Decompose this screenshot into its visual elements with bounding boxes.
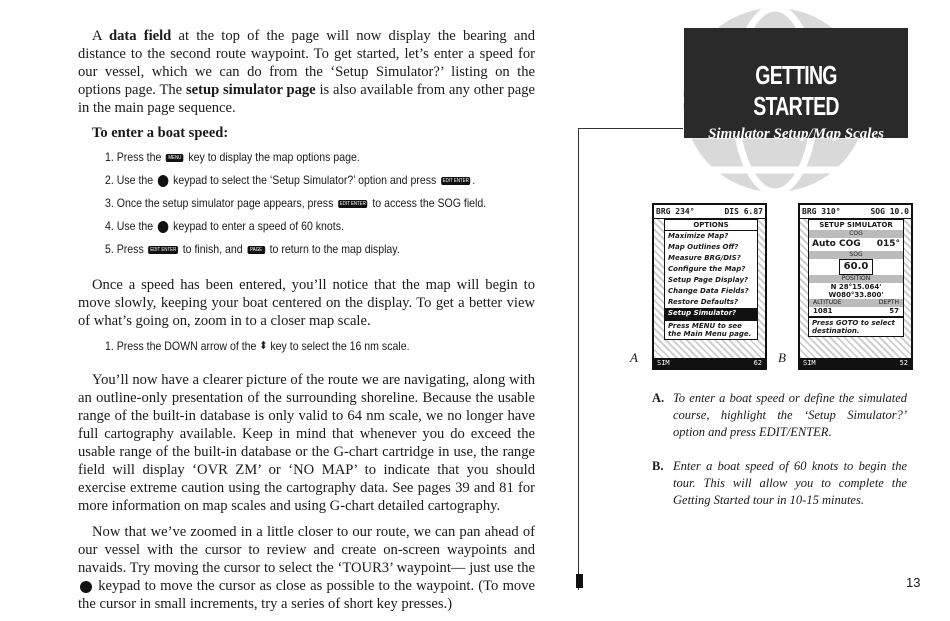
caption-a [652, 390, 907, 441]
menu-footer: Press MENU to see the Main Menu page. [665, 319, 757, 339]
alt-depth-values[interactable]: 1081 57 [813, 307, 899, 315]
caption-text: To enter a boat speed or define the simulated course, highlight the ‘Setup Simulator?’ option and press EDIT/ENTER. [673, 391, 907, 439]
screen-top-bar: BRG 234° DIS 6.87 [654, 205, 765, 219]
menu-item-selected[interactable]: Setup Simulator? [665, 308, 757, 319]
page-marker [576, 574, 583, 588]
edit-enter-key-icon: EDIT ENTER [339, 200, 366, 207]
sog-label: SOG [809, 251, 903, 259]
menu-item[interactable]: Restore Defaults? [668, 298, 739, 306]
text: is also available from any other page in the main page sequence. [78, 82, 536, 116]
screen-a-label: A [630, 350, 638, 365]
term-setup-simulator-page: setup simulator page [185, 82, 316, 98]
longitude[interactable]: W080°33.800' [828, 291, 884, 299]
screen-bottom-bar: SIM 52 [800, 358, 911, 368]
zoom-step [105, 338, 527, 361]
page-number: 13 [906, 575, 921, 590]
screen-b-simulator [798, 203, 913, 370]
menu-item[interactable]: Setup Page Display? [668, 276, 749, 284]
step-3: 3. Once the setup simulator page appears, press EDIT ENTER to access the SOG field. [105, 196, 487, 210]
panel-footer: Press GOTO to select destination. [809, 316, 903, 336]
screen-bottom-bar: SIM 62 [654, 358, 765, 368]
section-subtitle: Simulator Setup/Map Scales [708, 126, 884, 142]
arrow-keypad-icon [158, 175, 169, 187]
procedure-title: To enter a boat speed: [92, 125, 229, 141]
menu-item[interactable]: Change Data Fields? [668, 287, 749, 295]
cog-row[interactable]: Auto COG 015° [812, 239, 900, 249]
alt-depth-labels: ALTITUDE DEPTH [809, 299, 903, 307]
caption-letter: B. [652, 459, 664, 473]
term-data-field: data field [108, 28, 172, 44]
position-label: POSITION [809, 275, 903, 283]
paragraph-3: You’ll now have a clearer picture of the route we are navigating, along with an outline-only presentation of the surrounding shoreline. Because the usable range of the built-in database is only valid to 64 nm scale, we no longer have full cartography available. Keep in mind that whenever you do exceed the usable range of the built-in database or the G-chart cartridge in use, the range field will display ‘OVR ZM’ or ‘NO MAP’ to indicate that you should exercise extreme caution using the cartography data. See pages 39 and 81 for more information on map scales and using G-chart detailed cartography. [78, 372, 535, 514]
menu-key-icon: MENU [166, 154, 184, 162]
paragraph-4: Now that we’ve zoomed in a little closer to our route, we can pan ahead of our vessel with the cursor to review and create on-screen waypoints and navaids. Try moving the cursor to select the ‘TOUR3’ waypoint— just use the keypad to move the cursor as close as possible to the waypoint. (To move the cursor in small increments, try a series of short key presses.) [78, 524, 535, 612]
paragraph-1 [78, 27, 535, 117]
step-zoom: 1. Press the DOWN arrow of the ⬍ key to select the 16 nm scale. [105, 338, 527, 361]
divider-line [578, 128, 683, 129]
step-5: 5. Press EDIT ENTER to finish, and PAGE to return to the map display. [105, 242, 400, 256]
body-column [78, 27, 535, 621]
edit-enter-key-icon: EDIT ENTER [150, 246, 177, 253]
step-1: 1. Press the MENU key to display the map options page. [105, 150, 360, 164]
step-2: 2. Use the keypad to select the ‘Setup Simulator?’ option and press EDIT ENTER . [105, 173, 476, 187]
caption-text: Enter a boat speed of 60 knots to begin the tour. This will allow you to complete the Getting Started tour in 10-15 minutes. [673, 459, 907, 507]
edit-enter-key-icon: EDIT ENTER [442, 177, 469, 184]
menu-item[interactable]: Map Outlines Off? [668, 243, 739, 251]
up-down-key-icon: ⬍ [259, 340, 268, 353]
options-menu [664, 219, 758, 340]
arrow-keypad-icon [158, 221, 169, 233]
screen-b-label: B [778, 350, 786, 365]
menu-item[interactable]: Measure BRG/DIS? [668, 254, 741, 262]
setup-simulator-panel [808, 219, 904, 337]
menu-item[interactable]: Configure the Map? [668, 265, 746, 273]
section-title: GETTING STARTED [753, 60, 839, 121]
section-header [684, 28, 908, 142]
latitude[interactable]: N 28°15.064' [830, 283, 882, 291]
caption-letter: A. [652, 391, 665, 405]
menu-title: OPTIONS [665, 220, 757, 231]
panel-title: SETUP SIMULATOR [819, 221, 893, 229]
sog-field[interactable]: 60.0 [809, 259, 903, 275]
screen-a-options [652, 203, 767, 370]
screen-top-bar: BRG 310° SOG 10.0 [800, 205, 911, 219]
steps-list [105, 149, 527, 264]
caption-b [652, 458, 907, 509]
text: at the top of the page will now display the bearing and distance to the second route waypoint. To get started, let’s enter a speed for our vessel, which we can do from the ‘Setup Simulator?’ listing on the options page. The [78, 28, 535, 98]
text: A [92, 28, 109, 44]
paragraph-2: Once a speed has been entered, you’ll notice that the map will begin to move slowly, keeping your boat centered on the display. To get a better view of what’s going on, zoom in to a closer map scale. [78, 277, 535, 329]
page-key-icon: PAGE [247, 246, 265, 254]
step-4: 4. Use the keypad to enter a speed of 60 knots. [105, 219, 344, 233]
cog-label: COG [809, 230, 903, 238]
divider-line [578, 128, 579, 590]
menu-item[interactable]: Maximize Map? [668, 232, 729, 240]
arrow-keypad-icon [80, 581, 92, 593]
